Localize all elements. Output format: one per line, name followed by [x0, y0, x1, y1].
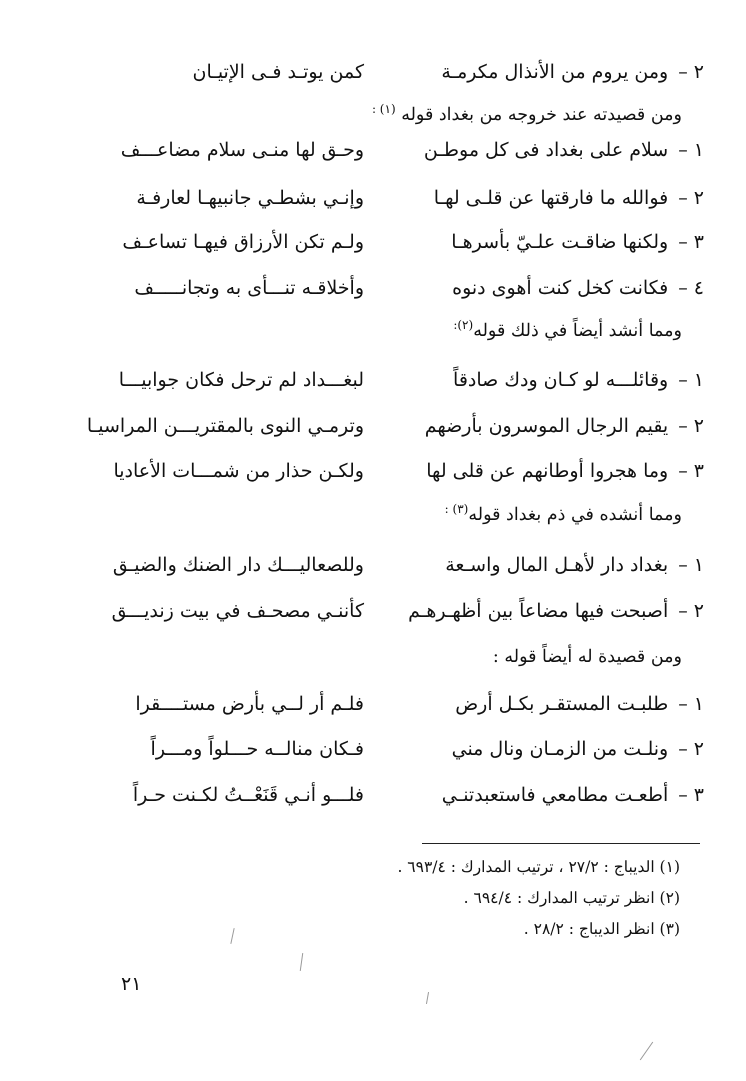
footnote: (١) الديباج : ٢٧/٢ ، ترتيب المدارك : ٦٩٣/٤ .: [397, 858, 680, 876]
verse-second-half: ولـم تكن الأرزاق فيهـا تساعـف: [122, 231, 364, 253]
footnote: (٣) انظر الديباج : ٢٨/٢ .: [523, 920, 680, 938]
verse-first-half: [442, 369, 704, 391]
verse-number: ١ –: [678, 693, 704, 715]
verse-number: ٢ –: [678, 738, 704, 760]
verse-second-half: فـكان منالــه حـــلواً ومـــراً: [150, 738, 364, 760]
verse-second-half: لبغـــداد لم ترحل فكان جوابيـــا: [118, 369, 364, 391]
scan-mark: [230, 928, 234, 944]
verse-second-half: وترمـي النوى بالمقتريـــن المراسيـا: [86, 415, 364, 437]
hemistich-text: طلبـت المستقـر بكـل أرض: [455, 693, 669, 715]
verse-number: ٢ –: [678, 600, 704, 622]
hemistich-text: فوالله ما فارقتها عن قلـى لهـا: [433, 187, 669, 209]
hemistich-text: سلام على بغداد فى كل موطـن: [423, 139, 669, 161]
hemistich-text: وقائلـــه لو كـان ودك صادقاً: [453, 369, 669, 391]
verse-number: ٤ –: [678, 277, 704, 299]
verse-first-half: [442, 693, 704, 715]
hemistich-text: أطعـت مطامعي فاستعبدتنـي: [441, 784, 669, 806]
verse-line: [110, 268, 704, 308]
footnote-ref: (٢):: [453, 318, 474, 332]
footnote-ref: (٣) :: [444, 502, 469, 516]
verse-first-half: [442, 784, 704, 806]
verse-line: [110, 130, 704, 170]
hemistich-text: فكانت كخل كنت أهوى دنوه: [452, 277, 669, 299]
scan-mark: [426, 992, 429, 1004]
intro-text: ومما أنشد أيضاً في ذلك قوله: [473, 320, 682, 341]
verse-first-half: [442, 61, 704, 83]
verse-second-half: كأننـي مصحـف في بيت زنديـــق: [111, 600, 364, 622]
verse-second-half: وحـق لها منـى سلام مضاعـــف: [120, 139, 364, 161]
verse-second-half: فلـم أر لــي بأرض مستــــقرا: [135, 693, 364, 715]
hemistich-text: ولكنها ضاقـت علـيّ بأسرهـا: [451, 231, 669, 253]
verse-line: [110, 451, 704, 491]
verse-number: ٢ –: [678, 61, 704, 83]
verse-line: [86, 406, 704, 446]
verse-number: ٢ –: [678, 415, 704, 437]
hemistich-text: أصبحت فيها مضاعاً بين أظهـرهـم: [408, 600, 669, 622]
poem-intro: [453, 318, 682, 341]
page-number: ٢١: [121, 973, 142, 995]
hemistich-text: يقيم الرجال الموسرون بأرضهم: [424, 415, 669, 437]
poem-intro: ومن قصيدة له أيضاً قوله :: [492, 647, 682, 667]
hemistich-text: ومن يروم من الأنذال مكرمـة: [441, 61, 669, 83]
verse-number: ٣ –: [678, 460, 704, 482]
verse-number: ٣ –: [678, 784, 704, 806]
verse-first-half: [408, 600, 704, 622]
verse-line: [110, 684, 704, 724]
verse-line: [110, 222, 704, 262]
verse-line: [110, 729, 704, 769]
verse-number: ١ –: [678, 369, 704, 391]
poem-intro: [372, 102, 682, 125]
verse-first-half: [433, 187, 704, 209]
verse-line: [110, 360, 704, 400]
verse-number: ١ –: [678, 139, 704, 161]
footnote-divider: [422, 843, 700, 844]
scan-mark: [300, 953, 303, 971]
verse-first-half: [424, 415, 704, 437]
verse-line: [110, 591, 704, 631]
footnote: (٢) انظر ترتيب المدارك : ٦٩٤/٤ .: [463, 889, 680, 907]
verse-first-half: [426, 460, 704, 482]
verse-second-half: كمن يوتـد فـى الإتيـان: [192, 61, 364, 83]
hemistich-text: وما هجروا أوطانهم عن قلى لها: [426, 460, 669, 482]
verse-second-half: فلـــو أنـي قَنَعْــتُ لكـنت حـراً: [132, 784, 364, 806]
verse-line: [110, 52, 704, 92]
verse-first-half: [442, 554, 704, 576]
verse-second-half: وإنـي بشطـي جانبيهـا لعارفـة: [136, 187, 364, 209]
intro-text: ومن قصيدته عند خروجه من بغداد قوله: [401, 104, 682, 125]
poem-intro: [445, 502, 682, 525]
verse-first-half: [423, 139, 704, 161]
verse-second-half: وأخلاقـه تنـــأى به وتجانـــــف: [134, 277, 364, 299]
verse-first-half: [442, 738, 704, 760]
hemistich-text: بغداد دار لأهـل المال واسـعة: [445, 554, 669, 576]
verse-number: ٢ –: [678, 187, 704, 209]
verse-second-half: ولكـن حذار من شمـــات الأعاديا: [113, 460, 364, 482]
verse-line: [110, 775, 704, 815]
hemistich-text: ونلـت من الزمـان ونال مني: [451, 738, 669, 760]
verse-number: ١ –: [678, 554, 704, 576]
verse-first-half: [442, 277, 704, 299]
intro-text: ومما أنشده في ذم بغداد قوله: [468, 504, 682, 525]
verse-second-half: وللصعاليـــك دار الضنك والضيـق: [112, 554, 364, 576]
footnote-ref: (١) :: [371, 102, 396, 116]
verse-number: ٣ –: [678, 231, 704, 253]
verse-line: [110, 178, 704, 218]
scan-mark: [640, 1042, 653, 1061]
verse-first-half: [442, 231, 704, 253]
verse-line: [110, 545, 704, 585]
